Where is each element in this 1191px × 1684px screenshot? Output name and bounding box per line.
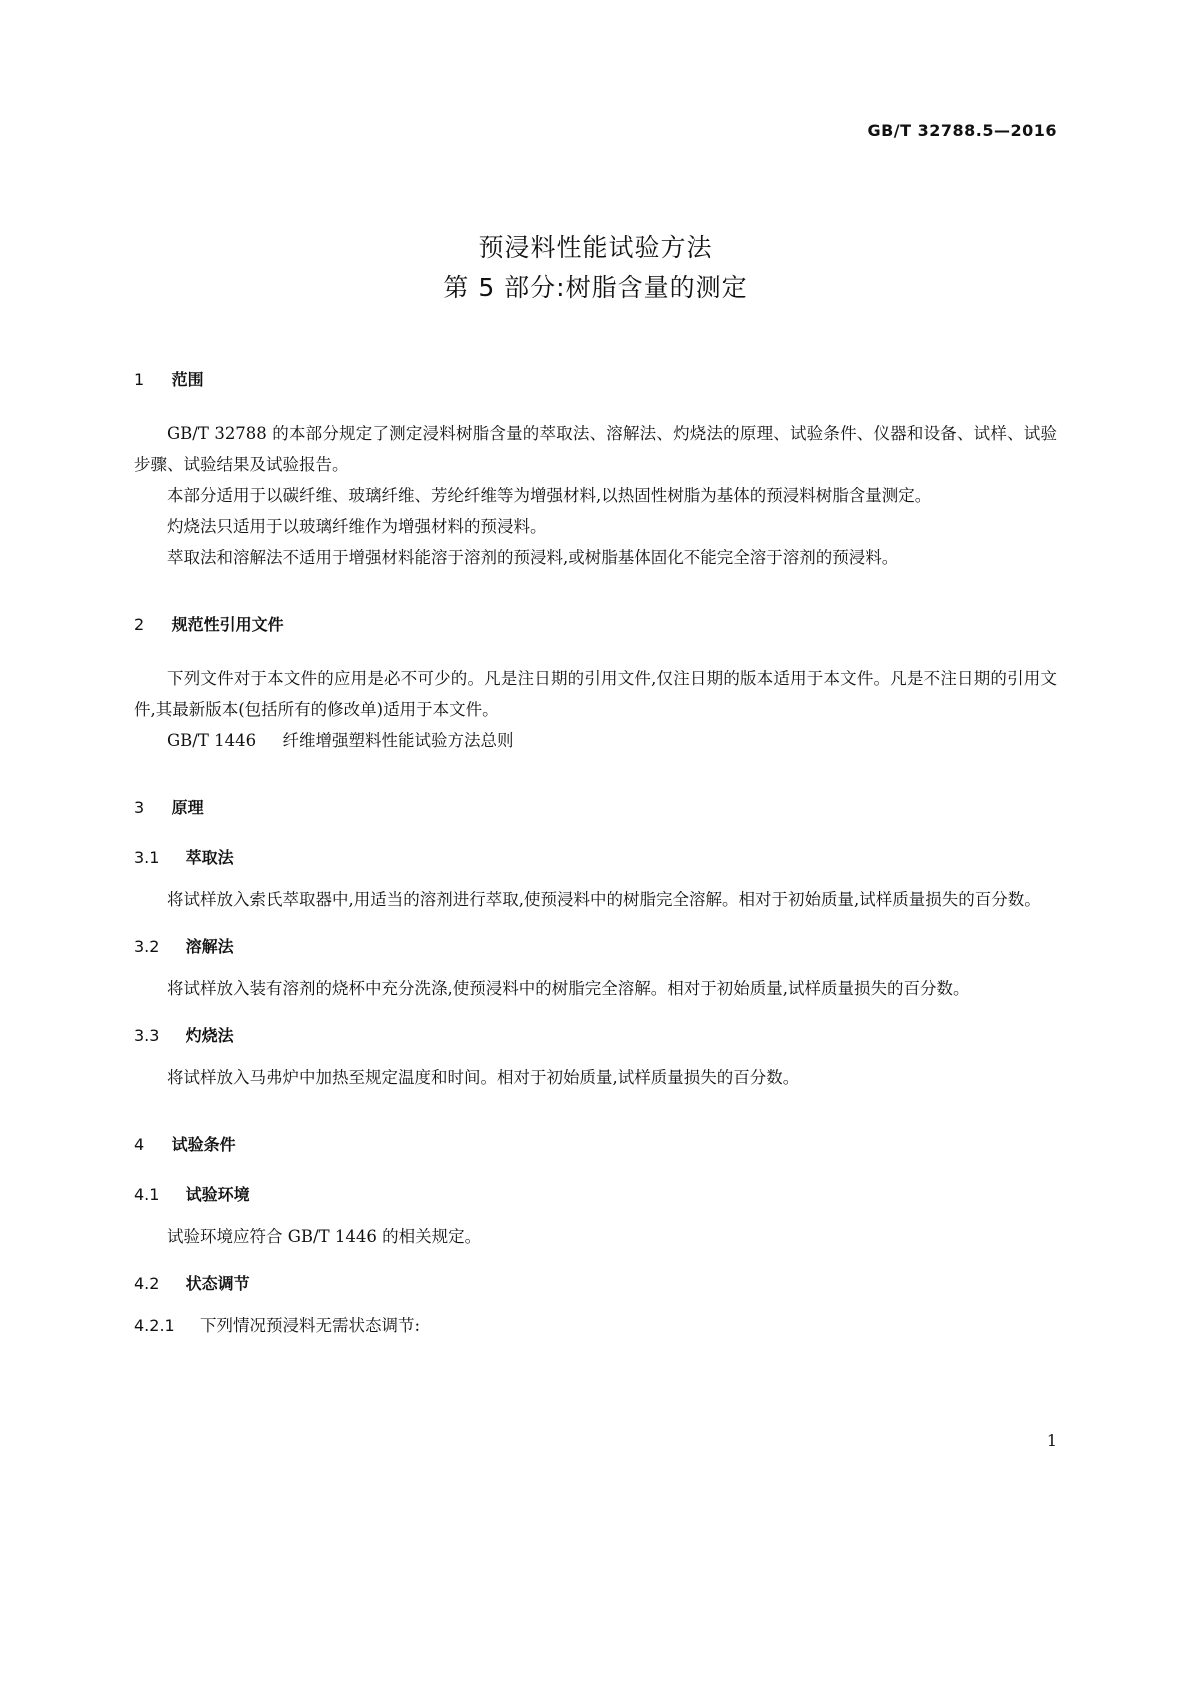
subsection-heading-test-environment bbox=[134, 1183, 1057, 1207]
section-heading-normative-references bbox=[134, 613, 1057, 637]
subsection-title: 状态调节 bbox=[185, 1274, 250, 1293]
clause-text: 下列情况预浸料无需状态调节: bbox=[200, 1316, 421, 1335]
subsection-heading-extraction bbox=[134, 846, 1057, 870]
subsection-number: 4.1 bbox=[134, 1185, 160, 1204]
standard-code: GB/T 32788.5—2016 bbox=[867, 121, 1057, 140]
subsection-number: 3.2 bbox=[134, 937, 160, 956]
reference-title: 纤维增强塑料性能试验方法总则 bbox=[282, 731, 514, 750]
title-line-1: 预浸料性能试验方法 bbox=[478, 233, 713, 262]
section-title: 规范性引用文件 bbox=[171, 615, 284, 634]
extraction-paragraph: 将试样放入索氏萃取器中,用适当的溶剂进行萃取,使预浸料中的树脂完全溶解。相对于初始质量,试样质量损失的百分数。 bbox=[167, 890, 1041, 909]
section-title: 范围 bbox=[171, 370, 204, 389]
reference-entry bbox=[134, 725, 1057, 756]
subsection-title: 萃取法 bbox=[185, 848, 234, 867]
subsection-title: 溶解法 bbox=[185, 937, 234, 956]
subsection-number: 3.1 bbox=[134, 848, 160, 867]
subsection-title: 试验环境 bbox=[185, 1185, 250, 1204]
subsection-heading-dissolution bbox=[134, 935, 1057, 959]
section-heading-test-conditions bbox=[134, 1133, 1057, 1157]
section-title: 试验条件 bbox=[171, 1135, 236, 1154]
page-number: 1 bbox=[1046, 1431, 1057, 1450]
subsection-number: 3.3 bbox=[134, 1026, 160, 1045]
scope-paragraph: 萃取法和溶解法不适用于增强材料能溶于溶剂的预浸料,或树脂基体固化不能完全溶于溶剂的预浸料。 bbox=[167, 548, 899, 567]
section-title: 原理 bbox=[171, 798, 204, 817]
section-number: 3 bbox=[134, 798, 145, 817]
ignition-paragraph: 将试样放入马弗炉中加热至规定温度和时间。相对于初始质量,试样质量损失的百分数。 bbox=[167, 1068, 800, 1087]
title-line-2: 第 5 部分:树脂含量的测定 bbox=[443, 273, 748, 302]
subsection-title: 灼烧法 bbox=[185, 1026, 234, 1045]
references-paragraph: 下列文件对于本文件的应用是必不可少的。凡是注日期的引用文件,仅注日期的版本适用于本文件。凡是不注日期的引用文件,其最新版本(包括所有的修改单)适用于本文件。 bbox=[134, 669, 1057, 719]
reference-code: GB/T 1446 bbox=[167, 731, 257, 750]
section-heading-principle bbox=[134, 796, 1057, 820]
subsection-heading-conditioning bbox=[134, 1272, 1057, 1296]
section-number: 1 bbox=[134, 370, 145, 389]
section-number: 2 bbox=[134, 615, 145, 634]
document-body bbox=[134, 368, 1057, 1341]
test-environment-paragraph: 试验环境应符合 GB/T 1446 的相关规定。 bbox=[167, 1227, 482, 1246]
subsection-heading-ignition bbox=[134, 1024, 1057, 1048]
subsection-number: 4.2 bbox=[134, 1274, 160, 1293]
clause-conditioning-exemptions bbox=[134, 1310, 1057, 1341]
section-number: 4 bbox=[134, 1135, 145, 1154]
clause-number: 4.2.1 bbox=[134, 1316, 175, 1335]
scope-paragraph: 本部分适用于以碳纤维、玻璃纤维、芳纶纤维等为增强材料,以热固性树脂为基体的预浸料树脂含量测定。 bbox=[167, 486, 932, 505]
scope-paragraph: 灼烧法只适用于以玻璃纤维作为增强材料的预浸料。 bbox=[167, 517, 547, 536]
scope-paragraph: GB/T 32788 的本部分规定了测定浸料树脂含量的萃取法、溶解法、灼烧法的原理、试验条件、仪器和设备、试样、试验步骤、试验结果及试验报告。 bbox=[134, 424, 1057, 474]
document-title bbox=[0, 228, 1191, 308]
section-heading-scope bbox=[134, 368, 1057, 392]
dissolution-paragraph: 将试样放入装有溶剂的烧杯中充分洗涤,使预浸料中的树脂完全溶解。相对于初始质量,试样质量损失的百分数。 bbox=[167, 979, 970, 998]
